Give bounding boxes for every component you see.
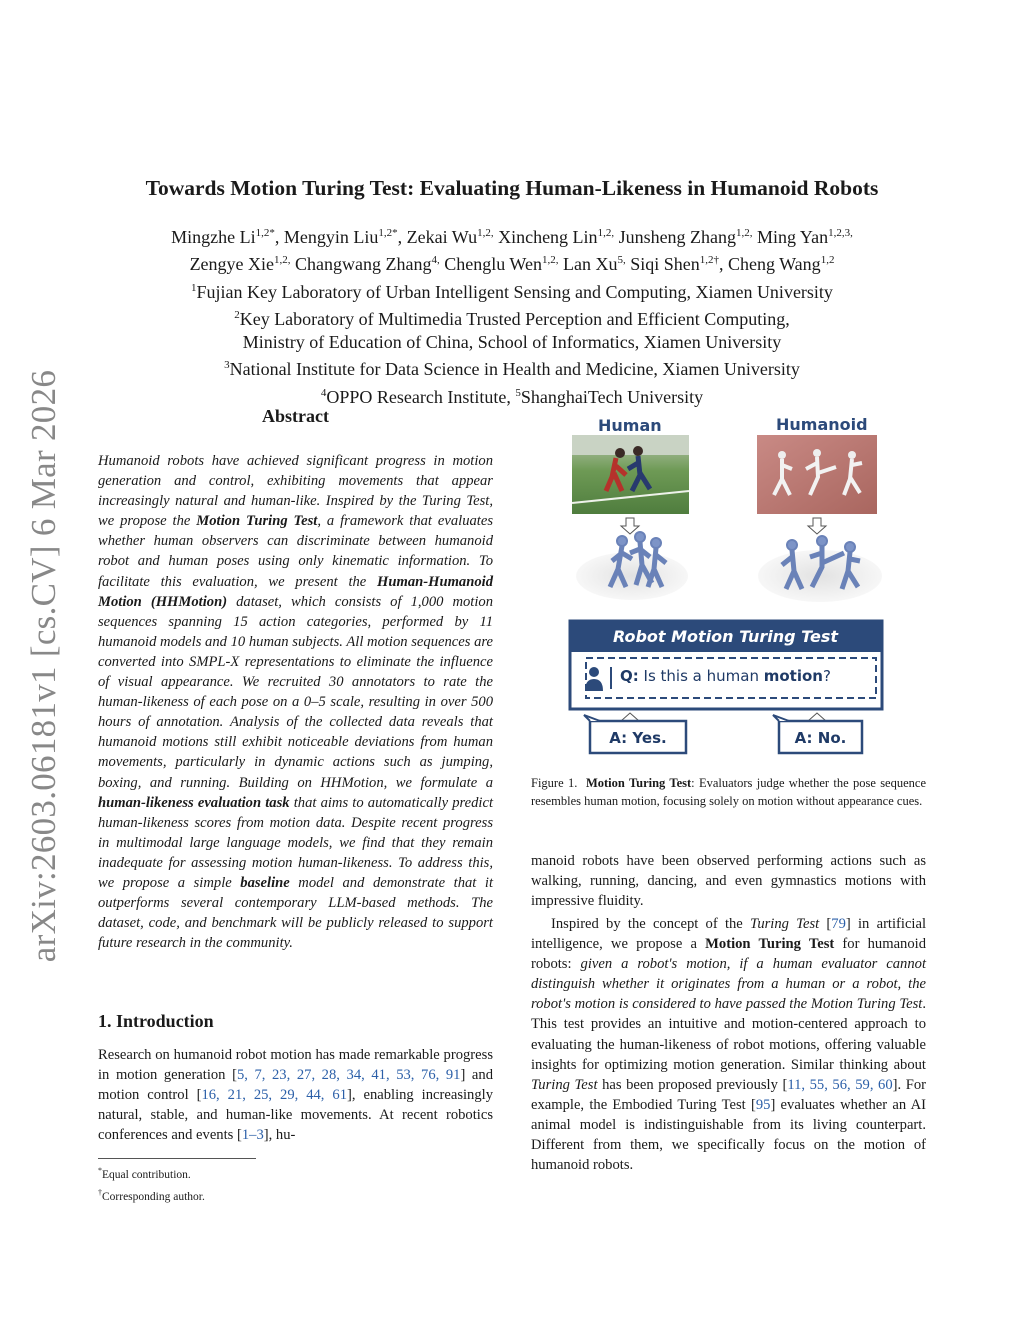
intro-paragraph: Research on humanoid robot motion has made remarkable progress in motion generation [5, 7, 23, 27, 28, 34, 41, 53, 76, 91] and motion control [16, 21, 25, 29, 44, 61], enabling increasingly natural, stable, and human-like movements. At recent robotics conferences and events [1–3], hu- (98, 1047, 493, 1144)
citation-links[interactable]: 11, 55, 56, 59, 60 (787, 1076, 893, 1093)
affiliation-2b: Ministry of Education of China, School of Informatics, Xiamen University (242, 332, 782, 353)
arxiv-stamp: arXiv:2603.06181v1 [cs.CV] 6 Mar 2026 (24, 369, 63, 963)
footnotes (98, 1162, 205, 1206)
humanoid-pose-render (758, 536, 882, 602)
figure-question: Q: Is this a human motion? (620, 667, 831, 685)
figure-1-caption: Figure 1. Motion Turing Test: Evaluators judge whether the pose sequence resembles human motion, focusing solely on motion without appearance cues. (531, 776, 927, 809)
human-photo (572, 435, 689, 514)
paper-title: Towards Motion Turing Test: Evaluating Human-Likeness in Humanoid Robots (145, 176, 879, 200)
footnote-equal: *Equal contribution. (98, 1166, 191, 1181)
abstract-body: Humanoid robots have achieved significant progress in motion generation and control, exhibiting movements that appear increasingly natural and human-like. Inspired by the Turing Test, we propose the Motion Turing Test, a framework that evaluates whether human observers can discriminate between humanoid robot and human poses using only kinematic information. To facilitate this evaluation, we present the Human-Humanoid Motion (HHMotion) dataset, which consists of 1,000 motion sequences spanning 15 action categories, performed by 11 humanoid models and 10 human subjects. All motion sequences are converted into SMPL-X representations to eliminate the influence of visual appearance. We recruited 30 annotators to rate the human-likeness of each pose on a 0–5 scale, resulting in over 500 hours of annotation. Analysis of the collected data reveals that humanoid motions still exhibit noticeable deviations from human movements, particularly in dynamic actions such as jumping, boxing, and running. Building on HHMotion, we formulate a human-likeness evaluation task that aims to automatically predict human-likeness scores from motion data. Despite recent progress in multimodal large language models, we find that they remain inadequate for assessing motion human-likeness. To address this, we propose a simple baseline model and demonstrate that it outperforms several contemporary LLM-based methods. The dataset, code, and benchmark will be publicly released to support future research in the community. (98, 453, 494, 952)
humanoid-photo (757, 435, 877, 514)
flow-arrows (621, 518, 826, 534)
figure-1-illustration (560, 411, 905, 761)
affiliation-1: $^1$Fujian Key Laboratory of Urban Intelligent Sensing and Computing, Xiamen University (191, 281, 833, 302)
right-column-paragraph-1: manoid robots have been observed performing actions such as walking, running, dancing, and even gymnastics motions with impressive fluidity. (531, 853, 926, 910)
authors-line-1: Mingzhe $Li^{1,2*}$, Mengyin Liu$^{1,2*}$, Zekai $Wu^{1,2,}$ Xincheng Lin$^{1,2,}$ Junsheng Zhang$^{1,2,}$ Ming Yan$^{1,2,3,}$ (171, 227, 853, 247)
affiliation-3: $^3$National Institute for Data Science in Health and Medicine, Xiamen University (224, 359, 800, 380)
citation-link[interactable]: 95 (755, 1096, 771, 1113)
human-pose-render (576, 532, 688, 600)
citation-links[interactable]: 16, 21, 25, 29, 44, 61 (201, 1087, 348, 1104)
section-heading-introduction: 1. Introduction (98, 1011, 214, 1031)
citation-links[interactable]: 5, 7, 23, 27, 28, 34, 41, 53, 76, 91 (236, 1067, 461, 1084)
figure-label-humanoid: Humanoid (776, 415, 868, 434)
figure-box-title: Robot Motion Turing Test (612, 627, 839, 646)
abstract-heading: Abstract (262, 406, 329, 426)
authors-line-2: Zengye Xie$^{1,2,}$ Changwang Zhang$^{4,}$ Chenglu Wen$^{1,2,}$ Lan $Xu^{5,}$ Siqi Shen$^{1,2\dagger}$, Cheng Wang$^{1,2}$ (189, 254, 835, 275)
author-block (0, 222, 1024, 409)
citation-link[interactable]: 79 (831, 916, 846, 932)
citation-links[interactable]: 1–3 (241, 1127, 264, 1144)
right-column-paragraph-2: Inspired by the concept of the Turing Test [79] in artificial intelligence, we propose a Motion Turing Test for humanoid robots: given a robot's motion, if a human evaluator cannot distinguish whether it originates from a human or a robot, the robot's motion is considered to have passed the Motion Turing Test. This test provides an intuitive and motion-centered approach to evaluating the human-likeness of robot motions, offering valuable insights for optimizing motion generation. Similar thinking about Turing Test has been proposed previously [11, 55, 56, 59, 60]. For example, the Embodied Turing Test [95] evaluates whether an AI animal model is indistinguishable from its living counterpart. Different from them, we specifically focus on the motion of humanoid robots. (531, 916, 927, 1174)
figure-answer-yes: A: Yes. (609, 729, 667, 747)
footnote-corresponding: †Corresponding author. (98, 1187, 205, 1203)
affiliation-4: $^4$OPPO Research Institute, $^5$ShanghaiTech University (320, 386, 704, 407)
footnote-rule (98, 1158, 256, 1159)
affiliation-2a: $^2$Key Laboratory of Multimedia Trusted Perception and Efficient Computing, (234, 308, 790, 329)
figure-label-human: Human (598, 416, 662, 435)
figure-answer-no: A: No. (794, 729, 847, 747)
